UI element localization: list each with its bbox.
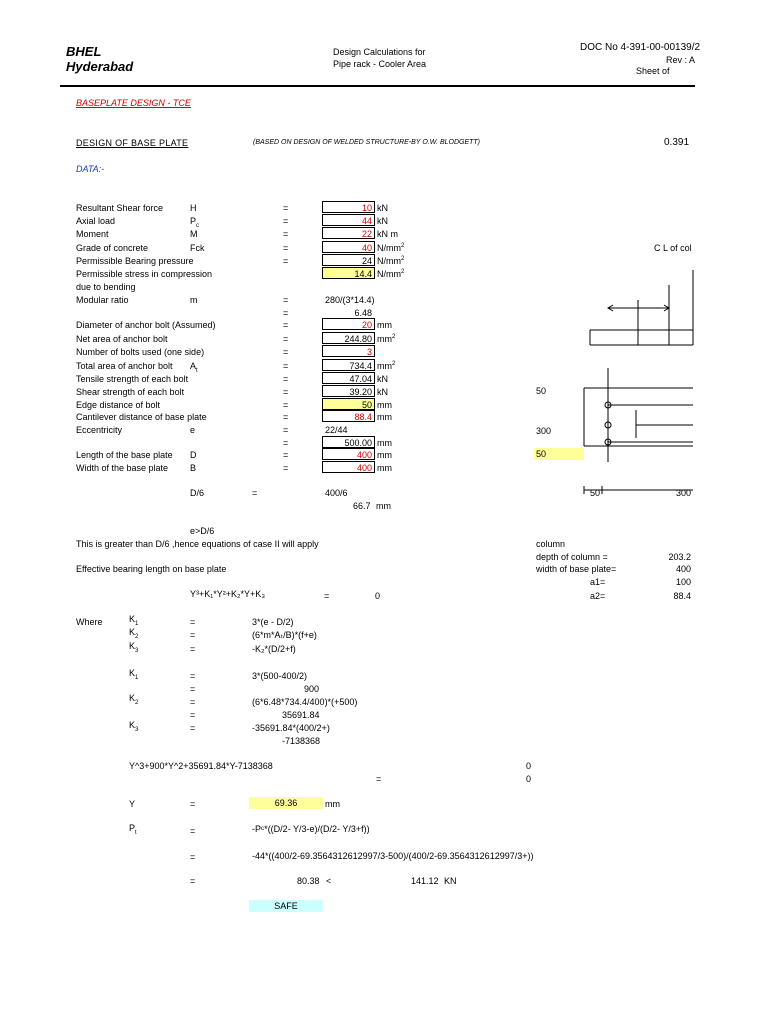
width-label: width of base plate=	[536, 564, 617, 574]
row-unit: $mm^2$	[377, 334, 396, 344]
row-value: 6.48	[354, 308, 372, 318]
reference-note: (BASED ON DESIGN OF WELDED STRUCTURE-BY O.W. BLODGETT)	[253, 139, 481, 146]
k2-calc: (6*6.48*734.4/400)*(+500)	[252, 697, 358, 707]
y-label: Y	[129, 799, 136, 809]
row-value: 14.4	[322, 267, 375, 279]
row-label: Tensile strength of each bolt	[76, 374, 189, 384]
k1-val-eq: =	[190, 684, 196, 694]
k1-eq: =	[190, 617, 196, 627]
cubic-expanded: Y^3+900*Y^2+35691.84*Y-7138368	[129, 761, 273, 771]
sketch-dim-300b: 300	[676, 488, 692, 498]
row-symbol: D	[190, 450, 197, 460]
row-equals: =	[283, 347, 289, 357]
row-symbol: Fck	[190, 243, 205, 253]
row-label: due to bending	[76, 282, 136, 292]
ratio-value: 0.391	[664, 137, 690, 148]
k1-calc: 3*(500-400/2)	[252, 671, 308, 681]
row-label: Grade of concrete	[76, 243, 149, 253]
row-value: 20	[322, 318, 375, 330]
row-equals: =	[283, 374, 289, 384]
row-value: 40	[322, 241, 375, 253]
row-equals: =	[283, 243, 289, 253]
row-label: Axial load	[76, 216, 116, 226]
row-symbol: B	[190, 463, 197, 473]
row-label: Moment	[76, 229, 109, 239]
row-unit: kN	[377, 374, 388, 384]
k3-calc: -35691.84*(400/2+)	[252, 723, 330, 733]
k1-value: 900	[304, 684, 320, 694]
row-value: 280/(3*14.4)	[325, 295, 375, 305]
column-label: column	[536, 539, 566, 549]
row-equals: =	[283, 463, 289, 473]
y-unit: mm	[325, 799, 340, 809]
row-equals: =	[283, 450, 289, 460]
row-unit: mm	[377, 438, 392, 448]
d6-eq: =	[252, 488, 258, 498]
row-value: 500.00	[322, 436, 375, 448]
cubic-value1: 0	[526, 761, 532, 771]
row-unit: kN m	[377, 229, 398, 239]
row-label: Resultant Shear force	[76, 203, 164, 213]
effective-length-label: Effective bearing length on base plate	[76, 564, 227, 574]
d6-label: D/6	[190, 488, 205, 498]
k2-eq: =	[190, 630, 196, 640]
row-symbol: e	[190, 425, 196, 435]
y-value: 69.36	[249, 797, 323, 809]
company-location: Hyderabad	[66, 59, 134, 74]
data-label: DATA:-	[76, 164, 105, 174]
k3-symbol: $K_3$	[129, 641, 139, 654]
doc-title-line2: Pipe rack - Cooler Area	[333, 59, 427, 69]
row-value: 24	[322, 254, 375, 266]
doc-title-line1: Design Calculations for	[333, 47, 426, 57]
cubic-equation: Y³+K₁*Y²+K₂*Y+K₃	[190, 589, 265, 599]
baseplate-sketch	[576, 250, 768, 510]
row-label: Edge distance of bolt	[76, 400, 161, 410]
row-value: 39.20	[322, 385, 375, 397]
row-equals: =	[283, 334, 289, 344]
row-value: 22/44	[325, 425, 348, 435]
k1-symbol-calc: $K_1$	[129, 668, 139, 681]
pt-capacity-unit: KN	[444, 876, 457, 886]
y-eq: =	[190, 799, 196, 809]
revision: Rev : A	[666, 55, 696, 65]
row-unit: $N/mm^2$	[377, 243, 405, 253]
row-equals: =	[283, 412, 289, 422]
k2-calc-eq: =	[190, 697, 196, 707]
doc-number: DOC No 4-391-00-00139/2	[580, 42, 701, 53]
k2-symbol-calc: $K_2$	[129, 693, 139, 706]
company-name: BHEL	[66, 44, 102, 59]
k3-eq: =	[190, 644, 196, 654]
sketch-dim-50a: 50	[536, 386, 547, 396]
d6-expression: 400/6	[325, 488, 348, 498]
row-unit: kN	[377, 203, 388, 213]
a1-value: 100	[675, 577, 691, 587]
row-equals: =	[283, 438, 289, 448]
row-value: 734.4	[322, 359, 375, 371]
row-symbol: m	[190, 295, 198, 305]
cubic-value2: 0	[526, 774, 532, 784]
k2-val-eq: =	[190, 710, 196, 720]
a2-label: a2=	[590, 591, 606, 601]
k2-formula: (6*m*Aₜ/B)*(f+e)	[252, 630, 317, 640]
row-equals: =	[283, 216, 289, 226]
k3-symbol-calc: $K_3$	[129, 720, 139, 733]
k3-value: -7138368	[282, 736, 321, 746]
pt-eq: =	[190, 826, 196, 836]
width-value: 400	[675, 564, 691, 574]
row-label: Cantilever distance of base plate	[76, 412, 207, 422]
design-heading: DESIGN OF BASE PLATE	[76, 138, 189, 148]
pt-substituted: -44*((400/2-69.3564312612997/3-500)/(400/2-69.3564312612997/3+))	[252, 851, 534, 861]
row-label: Width of the base plate	[76, 463, 169, 473]
a2-value: 88.4	[673, 591, 691, 601]
pt-label: $P_t$	[129, 823, 137, 836]
row-unit: mm	[377, 320, 392, 330]
case-note: This is greater than D/6 ,hence equations of case II will apply	[76, 539, 319, 549]
row-value: 88.4	[322, 410, 375, 422]
row-value: 244.80	[322, 332, 375, 344]
header-rule	[60, 85, 695, 87]
k1-calc-eq: =	[190, 671, 196, 681]
row-value: 3	[322, 345, 375, 357]
row-unit: kN	[377, 387, 388, 397]
k2-symbol: $K_2$	[129, 627, 139, 640]
row-value: 22	[322, 227, 375, 239]
pt-capacity: 141.12	[411, 876, 439, 886]
row-label: Length of the base plate	[76, 450, 173, 460]
k1-formula: 3*(e - D/2)	[252, 617, 294, 627]
d6-unit: mm	[376, 501, 391, 511]
sketch-dim-300a: 300	[536, 426, 552, 436]
row-value: 47.04	[322, 372, 375, 384]
pt-formula: -Pᶜ*((D/2- Y/3-e)/(D/2- Y/3+f))	[252, 824, 370, 834]
row-label: Eccentricity	[76, 425, 123, 435]
cl-column-label: C L of col	[654, 243, 692, 253]
row-equals: =	[283, 387, 289, 397]
pt-sub-eq: =	[190, 852, 196, 862]
row-label: Permissible Bearing pressure	[76, 256, 194, 266]
baseplate-heading: BASEPLATE DESIGN - TCE	[76, 98, 191, 108]
row-symbol: $P_c$	[190, 216, 200, 229]
row-label: Net area of anchor bolt	[76, 334, 168, 344]
row-equals: =	[283, 361, 289, 371]
row-unit: kN	[377, 216, 388, 226]
row-equals: =	[283, 400, 289, 410]
row-label: Diameter of anchor bolt (Assumed)	[76, 320, 216, 330]
sketch-dim-50b: 50	[534, 448, 584, 460]
depth-value: 203.2	[668, 552, 691, 562]
row-label: Permissible stress in compression	[76, 269, 213, 279]
cubic-rhs: 0	[375, 591, 381, 601]
row-unit: mm	[377, 412, 392, 422]
row-equals: =	[283, 256, 289, 266]
cubic-eq: =	[376, 774, 382, 784]
k2-value: 35691.84	[282, 710, 320, 720]
cubic-eq-sign: =	[324, 591, 330, 601]
eccentricity-condition: e>D/6	[190, 526, 215, 536]
row-label: Modular ratio	[76, 295, 129, 305]
row-equals: =	[283, 295, 289, 305]
row-unit: $mm^2$	[377, 361, 396, 371]
row-equals: =	[283, 320, 289, 330]
where-label: Where	[76, 617, 103, 627]
depth-label: depth of column =	[536, 552, 608, 562]
row-equals: =	[283, 308, 289, 318]
row-unit: mm	[377, 400, 392, 410]
a1-label: a1=	[590, 577, 606, 587]
k3-calc-eq: =	[190, 723, 196, 733]
row-symbol: M	[190, 229, 198, 239]
row-value: 400	[322, 448, 375, 460]
row-value: 44	[322, 214, 375, 226]
pt-value: 80.38	[297, 876, 320, 886]
k1-symbol: $K_1$	[129, 614, 139, 627]
row-unit: $N/mm^2$	[377, 269, 405, 279]
row-unit: mm	[377, 463, 392, 473]
row-equals: =	[283, 229, 289, 239]
pt-compare: <	[326, 876, 332, 886]
row-value: 10	[322, 201, 375, 213]
row-value: 50	[322, 398, 375, 410]
k3-formula: -K₂*(D/2+f)	[252, 644, 296, 654]
row-equals: =	[283, 425, 289, 435]
row-equals: =	[283, 203, 289, 213]
row-label: Shear strength of each bolt	[76, 387, 185, 397]
sketch-dim-50c: 50	[590, 488, 601, 498]
row-unit: mm	[377, 450, 392, 460]
row-unit: $N/mm^2$	[377, 256, 405, 266]
row-symbol: $A_t$	[190, 361, 198, 374]
status-badge: SAFE	[249, 900, 323, 912]
row-label: Number of bolts used (one side)	[76, 347, 205, 357]
row-value: 400	[322, 461, 375, 473]
pt-value-eq: =	[190, 876, 196, 886]
row-label: Total area of anchor bolt	[76, 361, 173, 371]
d6-value: 66.7	[353, 501, 371, 511]
sheet-number: Sheet of	[636, 66, 670, 76]
row-symbol: H	[190, 203, 197, 213]
